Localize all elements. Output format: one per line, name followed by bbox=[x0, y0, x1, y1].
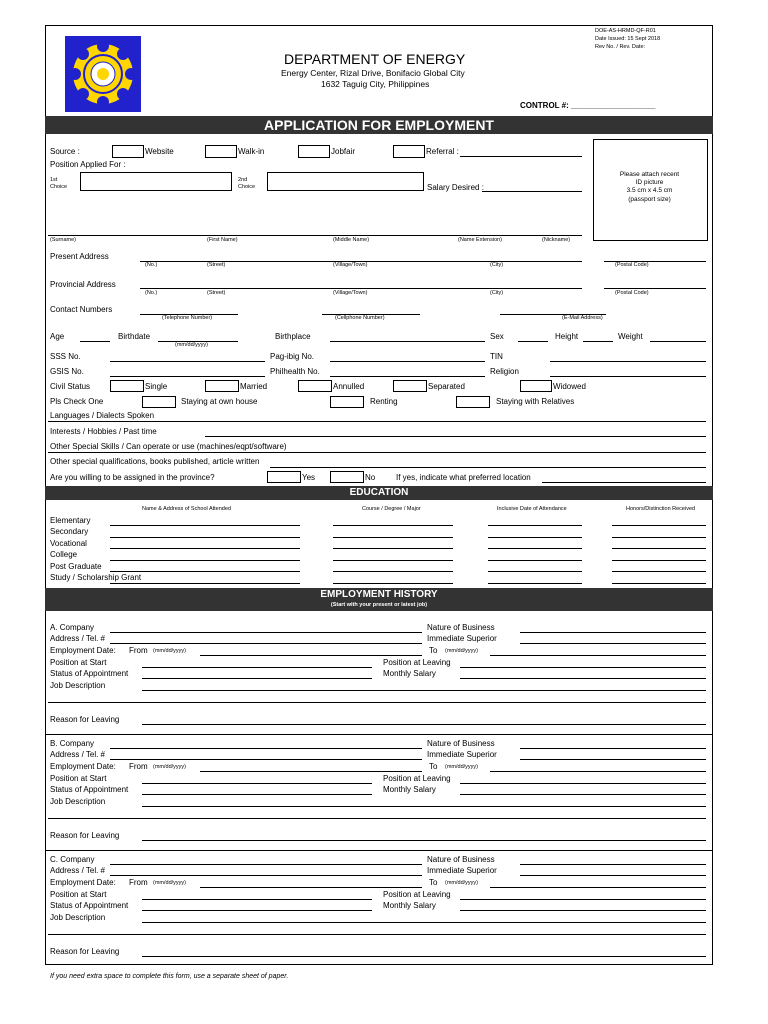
provincial-address-label: Provincial Address bbox=[50, 280, 116, 289]
reason-label: Reason for Leaving bbox=[50, 947, 120, 956]
height-field[interactable] bbox=[583, 341, 613, 342]
education-field[interactable] bbox=[488, 548, 582, 549]
living-label: Pls Check One bbox=[50, 397, 104, 406]
contact-label: Contact Numbers bbox=[50, 305, 113, 314]
superior-label: Immediate Superior bbox=[427, 866, 497, 875]
age-field[interactable] bbox=[80, 341, 110, 342]
education-field[interactable] bbox=[333, 548, 453, 549]
superior-label: Immediate Superior bbox=[427, 750, 497, 759]
province-yes-label: Yes bbox=[302, 473, 316, 482]
from-field[interactable] bbox=[200, 887, 422, 888]
from-label: From bbox=[129, 646, 148, 655]
middlename-caption: (Middle Name) bbox=[333, 237, 370, 243]
source-referral-label: Referral : bbox=[426, 147, 459, 156]
nature-field[interactable] bbox=[520, 748, 706, 749]
education-field[interactable] bbox=[110, 571, 300, 572]
to-format: (mm/dd/yyyy) bbox=[445, 764, 478, 770]
qualifications-field[interactable] bbox=[270, 467, 706, 468]
sss-label: SSS No. bbox=[50, 352, 81, 361]
height-label: Height bbox=[555, 332, 579, 341]
education-field[interactable] bbox=[488, 537, 582, 538]
company-field[interactable] bbox=[110, 632, 422, 633]
agency-name: DEPARTMENT OF ENERGY bbox=[284, 51, 466, 67]
salary-label: Monthly Salary bbox=[383, 669, 436, 678]
qualifications-label: Other special qualifications, books published, article written bbox=[50, 457, 260, 466]
divider bbox=[45, 734, 713, 735]
firstname-caption: (First Name) bbox=[207, 237, 238, 243]
company-field[interactable] bbox=[110, 748, 422, 749]
edu-col-school: Name & Address of School Attended bbox=[142, 506, 231, 512]
doe-seal bbox=[65, 36, 141, 112]
provincial-address-field[interactable] bbox=[140, 288, 582, 289]
source-jobfair-label: Jobfair bbox=[331, 147, 356, 156]
from-format: (mm/dd/yyyy) bbox=[153, 764, 186, 770]
address-label: Address / Tel. # bbox=[50, 866, 105, 875]
civil-widowed-label: Widowed bbox=[553, 382, 586, 391]
nature-label: Nature of Business bbox=[427, 739, 495, 748]
first-choice-field[interactable] bbox=[80, 172, 232, 191]
birthplace-field[interactable] bbox=[330, 341, 485, 342]
name-field[interactable] bbox=[48, 235, 582, 236]
surname-caption: (Surname) bbox=[50, 237, 76, 243]
edu-col-honors: Honors/Distinction Received bbox=[626, 506, 696, 512]
source-label: Source : bbox=[50, 147, 80, 156]
source-website-label: Website bbox=[145, 147, 174, 156]
weight-label: Weight bbox=[618, 332, 643, 341]
nature-label: Nature of Business bbox=[427, 855, 495, 864]
address-label: Address / Tel. # bbox=[50, 750, 105, 759]
job-desc-label: Job Description bbox=[50, 681, 106, 690]
to-label: To bbox=[429, 762, 438, 771]
superior-field[interactable] bbox=[520, 759, 706, 760]
civil-separated-label: Separated bbox=[428, 382, 465, 391]
extension-caption: (Name Extension) bbox=[458, 237, 503, 243]
company-label: A. Company bbox=[50, 623, 95, 632]
job-desc-label: Job Description bbox=[50, 913, 106, 922]
education-field[interactable] bbox=[488, 560, 582, 561]
employment-subtitle: (Start with your present or latest job) bbox=[330, 602, 428, 608]
pos-leave-label: Position at Leaving bbox=[383, 890, 451, 899]
pagibig-field[interactable] bbox=[330, 361, 485, 362]
education-field[interactable] bbox=[612, 583, 706, 584]
interests-field[interactable] bbox=[205, 436, 706, 437]
age-label: Age bbox=[50, 332, 65, 341]
referral-field[interactable] bbox=[460, 156, 582, 157]
skills-field[interactable] bbox=[48, 452, 706, 453]
civil-annulled-label: Annulled bbox=[333, 382, 365, 391]
living-relatives-label: Staying with Relatives bbox=[496, 397, 575, 406]
civil-status-label: Civil Status bbox=[50, 382, 91, 391]
birthdate-label: Birthdate bbox=[118, 332, 151, 341]
emp-date-label: Employment Date: bbox=[50, 762, 116, 771]
reason-field[interactable] bbox=[142, 724, 706, 725]
status-label: Status of Appointment bbox=[50, 669, 129, 678]
pos-start-label: Position at Start bbox=[50, 658, 107, 667]
education-field[interactable] bbox=[488, 525, 582, 526]
first-choice-label: 1st Choice bbox=[50, 177, 68, 191]
education-field[interactable] bbox=[333, 583, 453, 584]
source-website-checkbox[interactable] bbox=[112, 145, 144, 158]
education-field[interactable] bbox=[612, 571, 706, 572]
sss-field[interactable] bbox=[110, 361, 265, 362]
civil-married-checkbox[interactable] bbox=[205, 380, 239, 392]
education-field[interactable] bbox=[333, 537, 453, 538]
education-field[interactable] bbox=[110, 525, 300, 526]
province-question: Are you willing to be assigned in the province? bbox=[50, 473, 215, 482]
nature-field[interactable] bbox=[520, 864, 706, 865]
job-desc-line[interactable] bbox=[142, 690, 706, 691]
reason-label: Reason for Leaving bbox=[50, 831, 120, 840]
education-field[interactable] bbox=[612, 560, 706, 561]
status-field[interactable] bbox=[142, 910, 372, 911]
education-field[interactable] bbox=[612, 525, 706, 526]
address-field[interactable] bbox=[110, 875, 422, 876]
photo-note-2: ID picture bbox=[635, 179, 664, 186]
from-format: (mm/dd/yyyy) bbox=[153, 880, 186, 886]
education-field[interactable] bbox=[110, 583, 300, 584]
province-yes-checkbox[interactable] bbox=[267, 471, 301, 483]
civil-single-label: Single bbox=[145, 382, 168, 391]
education-field[interactable] bbox=[110, 560, 300, 561]
address-label: Address / Tel. # bbox=[50, 634, 105, 643]
provincial-no-caption: (No.) bbox=[145, 290, 158, 296]
reason-field[interactable] bbox=[142, 956, 706, 957]
status-label: Status of Appointment bbox=[50, 901, 129, 910]
civil-annulled-checkbox[interactable] bbox=[298, 380, 332, 392]
philhealth-field[interactable] bbox=[330, 376, 485, 377]
doc-code: DOE-AS-HRMD-QF-R01 bbox=[595, 28, 656, 34]
superior-field[interactable] bbox=[520, 643, 706, 644]
status-field[interactable] bbox=[142, 794, 372, 795]
company-label: B. Company bbox=[50, 739, 95, 748]
civil-single-checkbox[interactable] bbox=[110, 380, 144, 392]
job-desc-line[interactable] bbox=[142, 922, 706, 923]
source-walkin-label: Walk-in bbox=[238, 147, 265, 156]
present-postal-caption: (Postal Code) bbox=[615, 262, 649, 268]
photo-note-1: Please attach recent bbox=[619, 171, 680, 178]
edu-college: College bbox=[50, 550, 78, 559]
address-field[interactable] bbox=[110, 643, 422, 644]
nickname-caption: (Nickname) bbox=[542, 237, 571, 243]
education-title: EDUCATION bbox=[45, 486, 713, 500]
emp-date-label: Employment Date: bbox=[50, 646, 116, 655]
salary-label: Monthly Salary bbox=[383, 901, 436, 910]
salary-desired-field[interactable] bbox=[482, 191, 582, 192]
living-relatives-checkbox[interactable] bbox=[456, 396, 490, 408]
pos-leave-label: Position at Leaving bbox=[383, 774, 451, 783]
status-label: Status of Appointment bbox=[50, 785, 129, 794]
interests-label: Interests / Hobbies / Past time bbox=[50, 427, 157, 436]
second-choice-label: 2nd Choice bbox=[238, 177, 256, 191]
salary-field[interactable] bbox=[460, 794, 706, 795]
tin-label: TIN bbox=[490, 352, 503, 361]
education-field[interactable] bbox=[333, 560, 453, 561]
reason-field[interactable] bbox=[142, 840, 706, 841]
company-label: C. Company bbox=[50, 855, 95, 864]
tin-field[interactable] bbox=[550, 361, 706, 362]
to-label: To bbox=[429, 878, 438, 887]
photo-note-3: 3.5 cm x 4.5 cm bbox=[626, 187, 673, 194]
from-field[interactable] bbox=[200, 771, 422, 772]
pagibig-label: Pag-ibig No. bbox=[270, 352, 315, 361]
living-own-checkbox[interactable] bbox=[142, 396, 176, 408]
source-referral-checkbox[interactable] bbox=[393, 145, 425, 158]
edu-elementary: Elementary bbox=[50, 516, 91, 525]
telephone-caption: (Telephone Number) bbox=[162, 315, 213, 321]
to-format: (mm/dd/yyyy) bbox=[445, 648, 478, 654]
education-field[interactable] bbox=[612, 537, 706, 538]
civil-separated-checkbox[interactable] bbox=[393, 380, 427, 392]
gsis-field[interactable] bbox=[110, 376, 265, 377]
employment-header bbox=[45, 588, 713, 611]
salary-field[interactable] bbox=[460, 910, 706, 911]
control-number[interactable]: CONTROL #: ___________________ bbox=[520, 101, 656, 110]
provincial-village-caption: (Village/Town) bbox=[333, 290, 368, 296]
preferred-location-label: If yes, indicate what preferred location bbox=[396, 473, 531, 482]
position-label: Position Applied For : bbox=[50, 160, 126, 169]
footer-note: If you need extra space to complete this form, use a separate sheet of paper. bbox=[50, 973, 289, 980]
to-field[interactable] bbox=[490, 771, 706, 772]
birthdate-format: (mm/dd/yyyy) bbox=[175, 342, 208, 348]
salary-desired-label: Salary Desired : bbox=[427, 183, 484, 192]
second-choice-field[interactable] bbox=[267, 172, 424, 191]
living-renting-checkbox[interactable] bbox=[330, 396, 364, 408]
skills-label: Other Special Skills / Can operate or use (machines/eqpt/software) bbox=[50, 442, 287, 451]
cellphone-caption: (Cellphone Number) bbox=[335, 315, 385, 321]
rev-no: Rev No. / Rev. Date: bbox=[595, 44, 646, 50]
edu-col-dates: Inclusive Date of Attendance bbox=[497, 506, 567, 512]
edu-vocational: Vocational bbox=[50, 539, 87, 548]
reason-label: Reason for Leaving bbox=[50, 715, 120, 724]
nature-label: Nature of Business bbox=[427, 623, 495, 632]
superior-label: Immediate Superior bbox=[427, 634, 497, 643]
living-own-label: Staying at own house bbox=[181, 397, 258, 406]
agency-address-1: Energy Center, Rizal Drive, Bonifacio Global City bbox=[281, 68, 465, 78]
date-issued: Date Issued: 15 Sept 2018 bbox=[595, 36, 661, 42]
education-field[interactable] bbox=[110, 548, 300, 549]
present-street-caption: (Street) bbox=[207, 262, 226, 268]
civil-married-label: Married bbox=[240, 382, 268, 391]
pos-leave-field[interactable] bbox=[460, 667, 706, 668]
birthplace-label: Birthplace bbox=[275, 332, 311, 341]
provincial-postal-field[interactable] bbox=[604, 288, 706, 289]
from-label: From bbox=[129, 762, 148, 771]
email-caption: (E-Mail Address) bbox=[562, 315, 603, 321]
provincial-city-caption: (City) bbox=[490, 290, 504, 296]
provincial-street-caption: (Street) bbox=[207, 290, 226, 296]
pos-start-field[interactable] bbox=[142, 783, 372, 784]
to-field[interactable] bbox=[490, 887, 706, 888]
living-renting-label: Renting bbox=[370, 397, 398, 406]
company-field[interactable] bbox=[110, 864, 422, 865]
provincial-postal-caption: (Postal Code) bbox=[615, 290, 649, 296]
nature-field[interactable] bbox=[520, 632, 706, 633]
divider bbox=[45, 850, 713, 851]
to-format: (mm/dd/yyyy) bbox=[445, 880, 478, 886]
sex-field[interactable] bbox=[518, 341, 548, 342]
photo-note-4: (passport size) bbox=[628, 196, 671, 203]
pos-leave-field[interactable] bbox=[460, 783, 706, 784]
languages-field[interactable] bbox=[48, 421, 706, 422]
preferred-location-field[interactable] bbox=[542, 482, 706, 483]
present-no-caption: (No.) bbox=[145, 262, 158, 268]
status-field[interactable] bbox=[142, 678, 372, 679]
education-field[interactable] bbox=[333, 525, 453, 526]
education-field[interactable] bbox=[488, 583, 582, 584]
education-field[interactable] bbox=[612, 548, 706, 549]
to-label: To bbox=[429, 646, 438, 655]
sex-label: Sex bbox=[490, 332, 504, 341]
job-desc-line[interactable] bbox=[142, 806, 706, 807]
pos-leave-field[interactable] bbox=[460, 899, 706, 900]
from-label: From bbox=[129, 878, 148, 887]
pos-start-field[interactable] bbox=[142, 899, 372, 900]
job-desc-line[interactable] bbox=[48, 818, 706, 819]
emp-date-label: Employment Date: bbox=[50, 878, 116, 887]
employment-title: EMPLOYMENT HISTORY bbox=[320, 589, 438, 600]
present-village-caption: (Village/Town) bbox=[333, 262, 368, 268]
job-desc-line[interactable] bbox=[48, 702, 706, 703]
salary-field[interactable] bbox=[460, 678, 706, 679]
superior-field[interactable] bbox=[520, 875, 706, 876]
from-field[interactable] bbox=[200, 655, 422, 656]
religion-label: Religion bbox=[490, 367, 519, 376]
source-walkin-checkbox[interactable] bbox=[205, 145, 237, 158]
pos-start-field[interactable] bbox=[142, 667, 372, 668]
edu-secondary: Secondary bbox=[50, 527, 89, 536]
from-format: (mm/dd/yyyy) bbox=[153, 648, 186, 654]
pos-start-label: Position at Start bbox=[50, 774, 107, 783]
religion-field[interactable] bbox=[550, 376, 706, 377]
salary-label: Monthly Salary bbox=[383, 785, 436, 794]
agency-address-2: 1632 Taguig City, Philippines bbox=[321, 79, 430, 89]
education-field[interactable] bbox=[333, 571, 453, 572]
gsis-label: GSIS No. bbox=[50, 367, 84, 376]
edu-col-course: Course / Degree / Major bbox=[362, 506, 421, 512]
address-field[interactable] bbox=[110, 759, 422, 760]
province-no-label: No bbox=[365, 473, 376, 482]
pos-start-label: Position at Start bbox=[50, 890, 107, 899]
civil-widowed-checkbox[interactable] bbox=[520, 380, 552, 392]
job-desc-line[interactable] bbox=[48, 934, 706, 935]
edu-postgraduate: Post Graduate bbox=[50, 562, 102, 571]
present-city-caption: (City) bbox=[490, 262, 504, 268]
job-desc-label: Job Description bbox=[50, 797, 106, 806]
philhealth-label: Philhealth No. bbox=[270, 367, 320, 376]
to-field[interactable] bbox=[490, 655, 706, 656]
province-no-checkbox[interactable] bbox=[330, 471, 364, 483]
weight-field[interactable] bbox=[650, 341, 706, 342]
source-jobfair-checkbox[interactable] bbox=[298, 145, 330, 158]
education-field[interactable] bbox=[488, 571, 582, 572]
doe-seal-icon bbox=[65, 36, 141, 112]
edu-scholarship: Study / Scholarship Grant bbox=[50, 573, 142, 582]
pos-leave-label: Position at Leaving bbox=[383, 658, 451, 667]
form-title: APPLICATION FOR EMPLOYMENT bbox=[45, 116, 713, 134]
present-address-label: Present Address bbox=[50, 252, 109, 261]
languages-label: Languages / Dialects Spoken bbox=[50, 411, 155, 420]
education-field[interactable] bbox=[110, 537, 300, 538]
